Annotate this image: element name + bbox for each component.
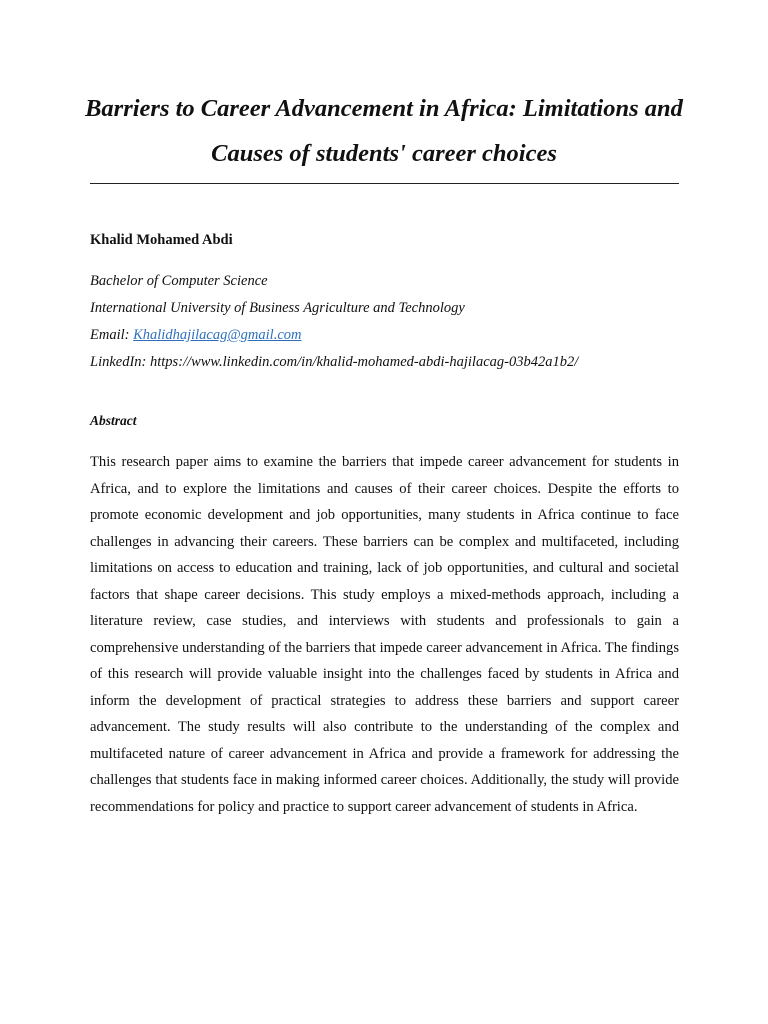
abstract-text: This research paper aims to examine the barriers that impede career advancement for students in Africa, and to explore the limitations and causes of their career choices. Despite the efforts to promote economic development and job opportunities, many students in Africa continue to face challenges in advancing their careers. These barriers can be complex and multifaceted, including limitations on access to education and training, lack of job opportunities, and cultural and societal factors that shape career decisions. This study employs a mixed-methods approach, including a literature review, case studies, and interviews with students and professionals to gain a comprehensive understanding of the barriers that impede career advancement in Africa. The findings of this research will provide valuable insight into the challenges faced by students in Africa and inform the development of practical strategies to address these barriers and support career advancement. The study results will also contribute to the understanding of the complex and multifaceted nature of career advancement in Africa and provide a framework for addressing the challenges that students face in making informed career choices. Additionally, the study will provide recommendations for policy and practice to support career advancement of students in Africa.: [90, 454, 679, 815]
author-degree: Bachelor of Computer Science: [90, 273, 268, 289]
abstract-heading: Abstract: [90, 413, 137, 428]
author-name: Khalid Mohamed Abdi: [90, 232, 233, 248]
author-affiliation: [90, 268, 578, 376]
author-linkedin: LinkedIn: https://www.linkedin.com/in/khalid-mohamed-abdi-hajilacag-03b42a1b2/: [90, 354, 579, 370]
author-email-line: [90, 322, 578, 349]
author-institution: International University of Business Agriculture and Technology: [90, 300, 465, 316]
title-divider: [90, 183, 679, 184]
paper-title: Barriers to Career Advancement in Africa: Limitations and Causes of students' career choices: [85, 95, 683, 167]
email-label: Email:: [90, 327, 134, 343]
email-link[interactable]: Khalidhajilacag@gmail.com: [133, 327, 302, 343]
